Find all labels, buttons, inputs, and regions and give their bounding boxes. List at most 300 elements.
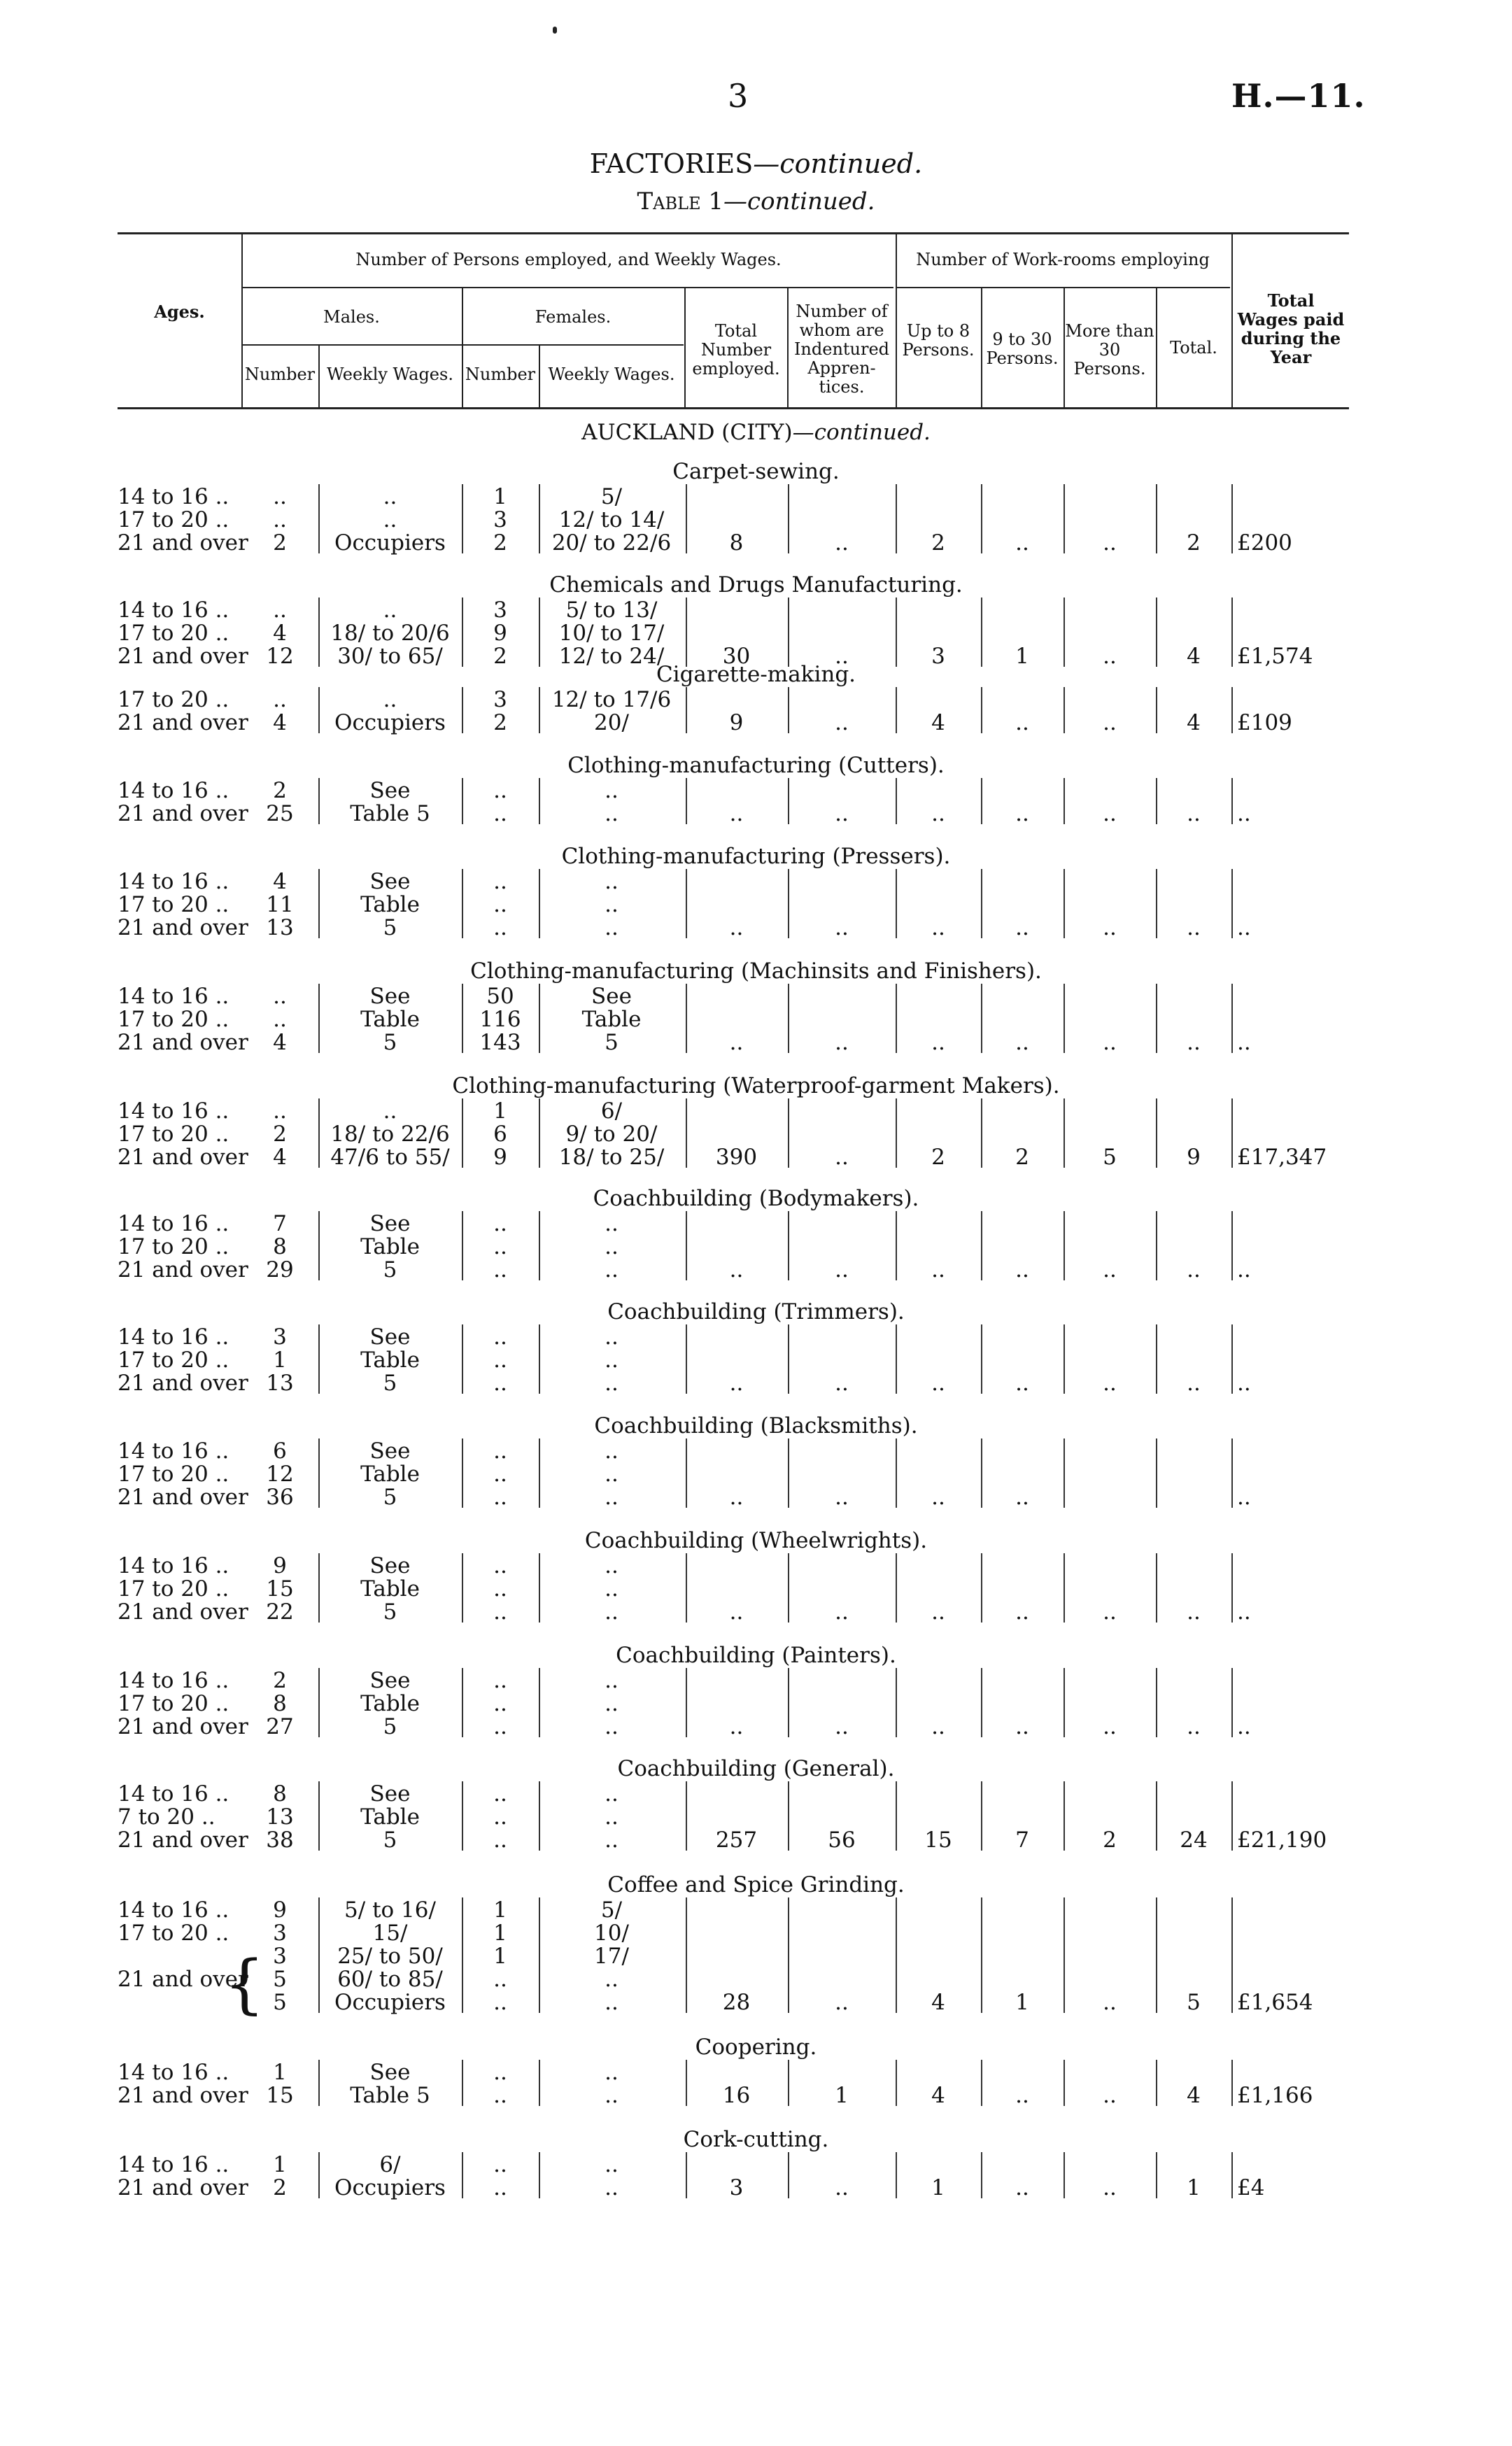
column-separator bbox=[896, 1211, 897, 1280]
age-group-cell: 14 to 16 .. bbox=[118, 1897, 229, 1923]
table-name: Table 1 bbox=[637, 188, 724, 215]
age-group-cell: 14 to 16 .. bbox=[118, 598, 229, 623]
count-cell: .. bbox=[273, 598, 287, 623]
wage-cell: 47/6 to 55/ bbox=[330, 1145, 450, 1170]
wage-cell: .. bbox=[605, 1990, 619, 2015]
wages-cell: £4 bbox=[1237, 2175, 1265, 2200]
count-cell: .. bbox=[273, 1098, 287, 1124]
column-separator bbox=[1156, 1668, 1157, 1737]
wage-cell: See bbox=[369, 1668, 411, 1693]
column-separator bbox=[318, 869, 320, 938]
column-separator bbox=[1231, 778, 1233, 824]
col-females: Females. bbox=[535, 307, 612, 327]
column-separator bbox=[981, 2152, 982, 2198]
region-continued: —continued. bbox=[792, 420, 931, 445]
wage-cell: 20/ bbox=[594, 710, 629, 735]
column-separator bbox=[981, 1668, 982, 1737]
column-separator bbox=[1231, 484, 1233, 553]
rooms-total-cell: .. bbox=[1187, 801, 1201, 826]
count-cell: .. bbox=[493, 1462, 507, 1487]
count-cell: .. bbox=[493, 1691, 507, 1716]
nine-to-30-cell: .. bbox=[1015, 1599, 1029, 1625]
nine-to-30-cell: .. bbox=[1015, 915, 1029, 940]
column-separator bbox=[981, 778, 982, 824]
apprentices-cell: .. bbox=[835, 1371, 849, 1396]
wage-cell: Occupiers bbox=[334, 2175, 446, 2200]
wage-cell: .. bbox=[605, 2175, 619, 2200]
count-cell: .. bbox=[493, 869, 507, 894]
total-employed-cell: .. bbox=[729, 1599, 744, 1625]
column-separator bbox=[1231, 687, 1233, 733]
age-group-cell: 21 and over bbox=[118, 530, 248, 556]
column-separator bbox=[686, 1324, 687, 1394]
age-group-cell: 21 and over bbox=[118, 1828, 248, 1853]
count-cell: 6 bbox=[273, 1438, 287, 1464]
wage-cell: See bbox=[369, 1781, 411, 1807]
count-cell: .. bbox=[493, 1211, 507, 1236]
table-label bbox=[0, 188, 1512, 215]
section-title: Coachbuilding (Painters). bbox=[616, 1643, 896, 1668]
column-separator bbox=[462, 687, 463, 733]
column-separator bbox=[539, 2060, 540, 2106]
wages-cell: .. bbox=[1237, 1485, 1251, 1510]
count-cell: 1 bbox=[273, 2152, 287, 2177]
up-to-8-cell: 3 bbox=[931, 644, 945, 669]
col-persons-group: Number of Persons employed, and Weekly Wages. bbox=[355, 250, 782, 269]
wage-cell: 12/ to 17/6 bbox=[551, 687, 672, 712]
column-separator bbox=[1156, 1897, 1157, 2013]
column-separator bbox=[318, 1438, 320, 1508]
count-cell: .. bbox=[493, 1804, 507, 1830]
age-group-cell: 17 to 20 .. bbox=[118, 1576, 229, 1602]
column-separator bbox=[788, 1438, 789, 1508]
total-employed-cell: 9 bbox=[729, 710, 744, 735]
wage-cell: .. bbox=[605, 1553, 619, 1578]
column-separator bbox=[981, 1098, 982, 1168]
wages-cell: £17,347 bbox=[1237, 1145, 1327, 1170]
column-separator bbox=[686, 1098, 687, 1168]
count-cell: 2 bbox=[493, 710, 507, 735]
count-cell: 13 bbox=[266, 915, 294, 940]
age-group-cell: 17 to 20 .. bbox=[118, 1122, 229, 1147]
age-group-cell: 17 to 20 .. bbox=[118, 892, 229, 917]
wage-cell: 17/ bbox=[594, 1944, 629, 1969]
wages-cell: .. bbox=[1237, 1371, 1251, 1396]
column-separator bbox=[788, 2152, 789, 2198]
total-employed-cell: .. bbox=[729, 1485, 744, 1510]
wage-cell: Table bbox=[360, 1234, 420, 1259]
column-separator bbox=[1064, 1324, 1065, 1394]
total-employed-cell: .. bbox=[729, 1257, 744, 1282]
count-cell: 25 bbox=[266, 801, 294, 826]
more-30-cell: 5 bbox=[1103, 1145, 1117, 1170]
column-separator bbox=[896, 484, 897, 553]
column-separator bbox=[1156, 2060, 1157, 2106]
column-separator bbox=[896, 1668, 897, 1737]
wage-cell: .. bbox=[383, 598, 397, 623]
up-to-8-cell: .. bbox=[931, 1030, 945, 1055]
age-group-cell: 14 to 16 .. bbox=[118, 1781, 229, 1807]
column-separator bbox=[981, 1897, 982, 2013]
age-group-cell: 14 to 16 .. bbox=[118, 2060, 229, 2085]
rooms-total-cell: 4 bbox=[1187, 2083, 1201, 2108]
column-separator bbox=[1231, 1438, 1233, 1508]
wages-cell: £200 bbox=[1237, 530, 1292, 556]
age-group-cell: 21 and over bbox=[118, 710, 248, 735]
wages-cell: .. bbox=[1237, 915, 1251, 940]
age-group-cell: 14 to 16 .. bbox=[118, 778, 229, 803]
wage-cell: Table bbox=[360, 1007, 420, 1032]
wage-cell: .. bbox=[605, 1668, 619, 1693]
count-cell: 22 bbox=[266, 1599, 294, 1625]
column-separator bbox=[1156, 1438, 1157, 1508]
age-group-cell: 14 to 16 .. bbox=[118, 1211, 229, 1236]
column-separator bbox=[1156, 1211, 1157, 1280]
col-workrooms-group: Number of Work-rooms employing bbox=[916, 250, 1210, 269]
up-to-8-cell: .. bbox=[931, 1257, 945, 1282]
up-to-8-cell: .. bbox=[931, 801, 945, 826]
column-separator bbox=[788, 778, 789, 824]
column-separator bbox=[462, 1211, 463, 1280]
wage-cell: .. bbox=[605, 778, 619, 803]
column-separator bbox=[788, 484, 789, 553]
column-separator bbox=[981, 1211, 982, 1280]
column-separator bbox=[981, 2060, 982, 2106]
wage-cell: 5 bbox=[383, 1714, 397, 1739]
count-cell: 9 bbox=[273, 1553, 287, 1578]
column-separator bbox=[318, 1211, 320, 1280]
column-separator bbox=[981, 869, 982, 938]
age-group-cell: 21 and over bbox=[118, 1030, 248, 1055]
column-separator bbox=[788, 869, 789, 938]
count-cell: 1 bbox=[493, 484, 507, 509]
apprentices-cell: .. bbox=[835, 530, 849, 556]
column-separator bbox=[981, 984, 982, 1053]
more-30-cell: .. bbox=[1103, 1371, 1117, 1396]
apprentices-cell: .. bbox=[835, 644, 849, 669]
column-separator bbox=[318, 1098, 320, 1168]
age-group-cell: 14 to 16 .. bbox=[118, 984, 229, 1009]
nine-to-30-cell: .. bbox=[1015, 1371, 1029, 1396]
section-title: Cork-cutting. bbox=[683, 2127, 829, 2152]
nine-to-30-cell: 7 bbox=[1015, 1828, 1029, 1853]
wage-cell: 20/ to 22/6 bbox=[551, 530, 672, 556]
more-30-cell: .. bbox=[1103, 2175, 1117, 2200]
rooms-total-cell: .. bbox=[1187, 915, 1201, 940]
column-separator bbox=[539, 1668, 540, 1737]
count-cell: .. bbox=[493, 1257, 507, 1282]
column-separator bbox=[1156, 984, 1157, 1053]
wage-cell: Table bbox=[360, 892, 420, 917]
count-cell: 29 bbox=[266, 1257, 294, 1282]
nine-to-30-cell: .. bbox=[1015, 1257, 1029, 1282]
age-group-cell: 21 and over bbox=[118, 1599, 248, 1625]
count-cell: 5 bbox=[273, 1990, 287, 2015]
wage-cell: .. bbox=[605, 1234, 619, 1259]
count-cell: 8 bbox=[273, 1691, 287, 1716]
column-separator bbox=[1156, 598, 1157, 667]
column-separator bbox=[539, 484, 540, 553]
column-separator bbox=[539, 869, 540, 938]
column-separator bbox=[462, 778, 463, 824]
nine-to-30-cell: .. bbox=[1015, 530, 1029, 556]
column-separator bbox=[788, 2060, 789, 2106]
persons-group-rule bbox=[241, 287, 893, 288]
column-separator bbox=[318, 1897, 320, 2013]
rooms-total-cell: 9 bbox=[1187, 1145, 1201, 1170]
count-cell: 9 bbox=[493, 621, 507, 646]
apprentices-cell: 1 bbox=[835, 2083, 849, 2108]
count-cell: 2 bbox=[273, 778, 287, 803]
age-group-cell: 21 and over bbox=[118, 915, 248, 940]
total-employed-cell: .. bbox=[729, 1714, 744, 1739]
wage-cell: .. bbox=[605, 2083, 619, 2108]
column-separator bbox=[318, 1781, 320, 1851]
total-employed-cell: 3 bbox=[729, 2175, 744, 2200]
wages-cell: .. bbox=[1237, 801, 1251, 826]
up-to-8-cell: 4 bbox=[931, 710, 945, 735]
wage-cell: 10/ to 17/ bbox=[558, 621, 665, 646]
wage-cell: 5/ to 13/ bbox=[565, 598, 658, 623]
column-separator bbox=[1064, 1553, 1065, 1623]
count-cell: .. bbox=[493, 1828, 507, 1853]
wage-cell: .. bbox=[605, 1804, 619, 1830]
column-separator bbox=[981, 598, 982, 667]
section-title: Clothing-manufacturing (Waterproof-garment Makers). bbox=[452, 1073, 1060, 1098]
section-title: Coachbuilding (Wheelwrights). bbox=[584, 1528, 928, 1553]
count-cell: 36 bbox=[266, 1485, 294, 1510]
count-cell: 116 bbox=[479, 1007, 521, 1032]
age-group-cell: 14 to 16 .. bbox=[118, 1324, 229, 1350]
count-cell: 2 bbox=[273, 1668, 287, 1693]
nine-to-30-cell: .. bbox=[1015, 2083, 1029, 2108]
section-title: Chemicals and Drugs Manufacturing. bbox=[549, 572, 963, 598]
nine-to-30-cell: .. bbox=[1015, 2175, 1029, 2200]
count-cell: 9 bbox=[273, 1897, 287, 1923]
age-group-cell: 14 to 16 .. bbox=[118, 1668, 229, 1693]
section-title: Coachbuilding (General). bbox=[617, 1756, 895, 1781]
total-employed-cell: .. bbox=[729, 1371, 744, 1396]
count-cell: 1 bbox=[273, 1348, 287, 1373]
col-apprentices: Number of whom are Indentured Appren- tices. bbox=[793, 302, 890, 397]
column-separator bbox=[462, 484, 463, 553]
nine-to-30-cell: .. bbox=[1015, 1030, 1029, 1055]
column-separator bbox=[896, 2060, 897, 2106]
col-female-wages: Weekly Wages. bbox=[548, 365, 675, 384]
apprentices-cell: 56 bbox=[828, 1828, 856, 1853]
column-separator bbox=[539, 1781, 540, 1851]
wage-cell: 18/ to 25/ bbox=[558, 1145, 665, 1170]
nine-to-30-cell: .. bbox=[1015, 1485, 1029, 1510]
wage-cell: Table 5 bbox=[350, 2083, 430, 2108]
wage-cell: 5 bbox=[605, 1030, 619, 1055]
wages-cell: £1,574 bbox=[1237, 644, 1313, 669]
column-separator bbox=[318, 687, 320, 733]
column-separator bbox=[539, 2152, 540, 2198]
column-separator bbox=[462, 1668, 463, 1737]
wage-cell: 5 bbox=[383, 1371, 397, 1396]
count-cell: .. bbox=[493, 892, 507, 917]
column-separator bbox=[788, 687, 789, 733]
more-30-cell: .. bbox=[1103, 2083, 1117, 2108]
column-separator bbox=[686, 984, 687, 1053]
column-separator bbox=[788, 984, 789, 1053]
wage-cell: See bbox=[369, 1211, 411, 1236]
column-separator bbox=[1064, 1438, 1065, 1508]
rooms-total-cell: .. bbox=[1187, 1599, 1201, 1625]
column-separator bbox=[462, 1098, 463, 1168]
wage-cell: Table bbox=[360, 1462, 420, 1487]
wage-cell: .. bbox=[605, 1828, 619, 1853]
count-cell: .. bbox=[493, 1714, 507, 1739]
wage-cell: .. bbox=[605, 1324, 619, 1350]
column-separator bbox=[896, 2152, 897, 2198]
count-cell: .. bbox=[273, 687, 287, 712]
count-cell: 2 bbox=[273, 530, 287, 556]
title-main: FACTORIES bbox=[589, 148, 754, 179]
wage-cell: .. bbox=[605, 1211, 619, 1236]
more-30-cell: .. bbox=[1103, 801, 1117, 826]
count-cell: .. bbox=[493, 1324, 507, 1350]
wage-cell: 5 bbox=[383, 1485, 397, 1510]
section-title: Clothing-manufacturing (Machinsits and Finishers). bbox=[470, 959, 1042, 984]
up-to-8-cell: 1 bbox=[931, 2175, 945, 2200]
col-male-wages: Weekly Wages. bbox=[327, 365, 453, 384]
rooms-total-cell: 4 bbox=[1187, 710, 1201, 735]
nine-to-30-cell: 2 bbox=[1015, 1145, 1029, 1170]
count-cell: 4 bbox=[273, 1145, 287, 1170]
more-30-cell: .. bbox=[1103, 1714, 1117, 1739]
wage-cell: .. bbox=[605, 1438, 619, 1464]
age-group-cell: 17 to 20 .. bbox=[118, 1007, 229, 1032]
wage-cell: 15/ bbox=[372, 1921, 408, 1946]
column-separator bbox=[686, 778, 687, 824]
age-group-cell: 21 and over bbox=[118, 644, 248, 669]
column-separator bbox=[1064, 869, 1065, 938]
count-cell: 50 bbox=[486, 984, 514, 1009]
wage-cell: .. bbox=[605, 801, 619, 826]
wage-cell: .. bbox=[605, 869, 619, 894]
up-to-8-cell: .. bbox=[931, 1485, 945, 1510]
col-9-to-30: 9 to 30 Persons. bbox=[986, 330, 1059, 368]
wage-cell: 5 bbox=[383, 1030, 397, 1055]
header-bottom-rule bbox=[118, 407, 1349, 409]
wage-cell: 18/ to 22/6 bbox=[330, 1122, 450, 1147]
age-group-cell: 17 to 20 .. bbox=[118, 1691, 229, 1716]
column-separator bbox=[1156, 1098, 1157, 1168]
age-group-cell: 14 to 16 .. bbox=[118, 1553, 229, 1578]
age-group-cell: 17 to 20 .. bbox=[118, 687, 229, 712]
rooms-total-cell: 4 bbox=[1187, 644, 1201, 669]
wage-cell: See bbox=[369, 2060, 411, 2085]
col-ages: Ages. bbox=[154, 302, 205, 322]
more-30-cell: .. bbox=[1103, 1030, 1117, 1055]
up-to-8-cell: 2 bbox=[931, 1145, 945, 1170]
column-separator bbox=[1231, 1553, 1233, 1623]
total-employed-cell: 8 bbox=[729, 530, 744, 556]
column-separator bbox=[896, 1553, 897, 1623]
rooms-total-cell: 2 bbox=[1187, 530, 1201, 556]
column-separator bbox=[1156, 1781, 1157, 1851]
column-separator bbox=[686, 1781, 687, 1851]
wage-cell: See bbox=[369, 984, 411, 1009]
total-employed-cell: .. bbox=[729, 801, 744, 826]
column-separator bbox=[462, 1553, 463, 1623]
wage-cell: 5 bbox=[383, 915, 397, 940]
more-30-cell: .. bbox=[1103, 1599, 1117, 1625]
wage-cell: 9/ to 20/ bbox=[565, 1122, 658, 1147]
count-cell: 2 bbox=[273, 2175, 287, 2200]
column-separator bbox=[539, 1324, 540, 1394]
wages-cell: .. bbox=[1237, 1599, 1251, 1625]
section-title: Coopering. bbox=[695, 2035, 817, 2060]
count-cell: .. bbox=[493, 1485, 507, 1510]
up-to-8-cell: .. bbox=[931, 1714, 945, 1739]
column-separator bbox=[1064, 1781, 1065, 1851]
count-cell: 15 bbox=[266, 1576, 294, 1602]
wages-cell: .. bbox=[1237, 1030, 1251, 1055]
up-to-8-cell: .. bbox=[931, 915, 945, 940]
section-title: Coffee and Spice Grinding. bbox=[607, 1872, 905, 1897]
column-separator bbox=[896, 1438, 897, 1508]
section-title: Clothing-manufacturing (Cutters). bbox=[567, 753, 945, 778]
count-cell: 4 bbox=[273, 1030, 287, 1055]
column-separator bbox=[686, 869, 687, 938]
column-separator bbox=[1156, 1553, 1157, 1623]
column-separator bbox=[1064, 1211, 1065, 1280]
wage-cell: 6/ bbox=[379, 2152, 401, 2177]
column-separator bbox=[462, 1781, 463, 1851]
column-separator bbox=[1231, 1098, 1233, 1168]
count-cell: 3 bbox=[273, 1944, 287, 1969]
column-separator bbox=[788, 1897, 789, 2013]
count-cell: 12 bbox=[266, 1462, 294, 1487]
total-employed-cell: 30 bbox=[722, 644, 751, 669]
wage-cell: See bbox=[591, 984, 632, 1009]
column-separator bbox=[1156, 869, 1157, 938]
count-cell: 4 bbox=[273, 869, 287, 894]
column-separator bbox=[1064, 2060, 1065, 2106]
age-group-cell: 17 to 20 .. bbox=[118, 621, 229, 646]
age-group-cell: 14 to 16 .. bbox=[118, 2152, 229, 2177]
column-separator bbox=[462, 2060, 463, 2106]
count-cell: 13 bbox=[266, 1804, 294, 1830]
column-separator bbox=[539, 778, 540, 824]
column-separator bbox=[788, 1098, 789, 1168]
column-separator bbox=[318, 778, 320, 824]
count-cell: 12 bbox=[266, 644, 294, 669]
column-separator bbox=[1064, 687, 1065, 733]
col-male-number: Number bbox=[244, 365, 316, 384]
count-cell: .. bbox=[493, 2175, 507, 2200]
section-title: Carpet-sewing. bbox=[672, 459, 840, 484]
wage-cell: .. bbox=[605, 1599, 619, 1625]
nine-to-30-cell: 1 bbox=[1015, 644, 1029, 669]
count-cell: .. bbox=[493, 1234, 507, 1259]
wage-cell: 5 bbox=[383, 1828, 397, 1853]
column-separator bbox=[686, 598, 687, 667]
age-group-cell: 14 to 16 .. bbox=[118, 1098, 229, 1124]
section-title: Coachbuilding (Blacksmiths). bbox=[594, 1413, 918, 1438]
wage-cell: .. bbox=[605, 1371, 619, 1396]
wage-cell: See bbox=[369, 1553, 411, 1578]
count-cell: 2 bbox=[493, 644, 507, 669]
total-employed-cell: 16 bbox=[722, 2083, 751, 2108]
wage-cell: .. bbox=[605, 1691, 619, 1716]
col-up-to-8: Up to 8 Persons. bbox=[902, 321, 975, 360]
age-group-cell: 17 to 20 .. bbox=[118, 1348, 229, 1373]
column-separator bbox=[539, 1211, 540, 1280]
